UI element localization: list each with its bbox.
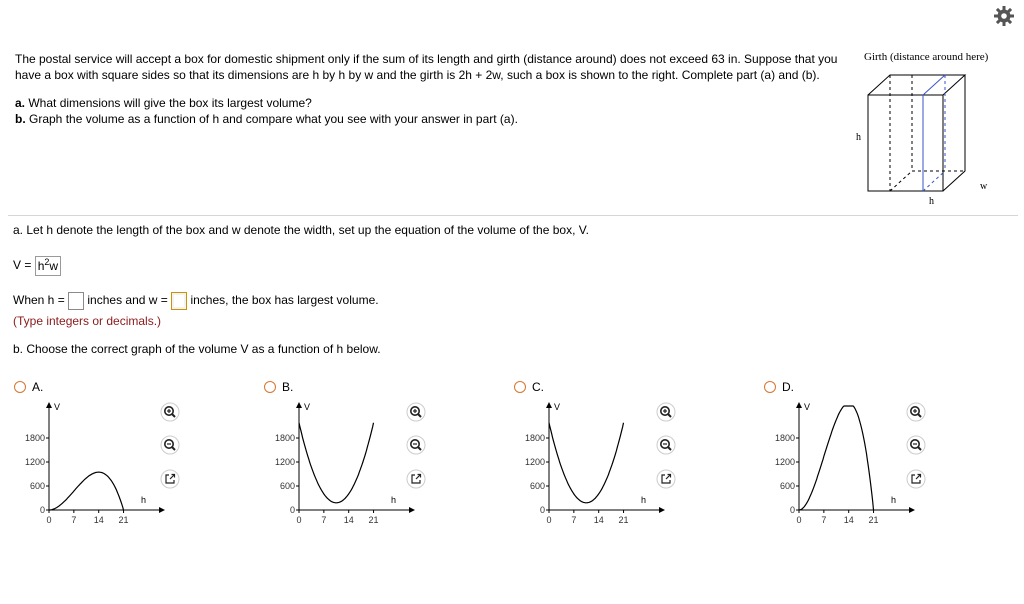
question-b-prompt: b. Choose the correct graph of the volume V as a function of h below. — [13, 342, 381, 356]
option-d-popout-icon[interactable] — [906, 469, 926, 489]
y-tick-label: 1800 — [24, 433, 45, 443]
option-d-label: D. — [782, 380, 794, 394]
option-b-popout-icon[interactable] — [406, 469, 426, 489]
figure-caption: Girth (distance around here) — [864, 51, 989, 63]
when-h-label: When h = — [13, 293, 65, 308]
answer-tail: w — [49, 259, 59, 273]
volume-curve — [299, 423, 374, 503]
part-b-line — [15, 111, 850, 127]
y-tick-label: 1200 — [24, 457, 45, 467]
x-tick-label: 0 — [796, 515, 802, 525]
option-b — [264, 380, 494, 530]
answer-exponent: 2 — [44, 257, 50, 267]
volume-curve — [549, 423, 624, 503]
option-d-zoom-in-icon[interactable] — [906, 402, 926, 422]
y-axis-label: V — [804, 402, 811, 412]
answer-hint: (Type integers or decimals.) — [13, 314, 162, 328]
option-a-zoom-in-icon[interactable] — [160, 402, 180, 422]
y-tick-label: 1200 — [524, 457, 545, 467]
x-axis-label: h — [391, 495, 397, 505]
x-tick-label: 21 — [868, 515, 879, 525]
y-tick-label: 0 — [539, 505, 545, 515]
answer-base: h — [37, 259, 45, 273]
x-axis-label: h — [641, 495, 647, 505]
y-tick-label: 0 — [39, 505, 45, 515]
option-b-label: B. — [282, 380, 294, 394]
y-tick-label: 1800 — [524, 433, 545, 443]
part-b-text: Graph the volume as a function of h and compare what you see with your answer in part (a). — [25, 112, 518, 126]
x-tick-label: 14 — [343, 515, 354, 525]
x-tick-label: 7 — [821, 515, 827, 525]
option-b-zoom-out-icon[interactable] — [406, 435, 426, 455]
x-tick-label: 14 — [593, 515, 604, 525]
h-input[interactable] — [68, 292, 84, 310]
part-b-label: b. — [15, 112, 26, 126]
problem-text: The postal service will accept a box for domestic shipment only if the sum of its length and girth (distance around) does not exceed 63 in. Suppose that you have a box with square sides so that its dimensions are h by h by w and the girth is 2h + 2w, such a box is shown to the right. Complete part (a) and (b). — [15, 52, 838, 82]
w-input[interactable] — [171, 292, 187, 310]
y-tick-label: 0 — [289, 505, 295, 515]
y-tick-label: 1800 — [774, 433, 795, 443]
option-b-radio[interactable] — [264, 381, 276, 393]
x-tick-label: 7 — [571, 515, 577, 525]
option-c-zoom-out-icon[interactable] — [656, 435, 676, 455]
v-label: V = — [13, 258, 32, 273]
question-a-prompt: a. Let h denote the length of the box and w denote the width, set up the equation of the volume of the box, V. — [13, 223, 589, 237]
y-tick-label: 600 — [29, 481, 45, 491]
figure-label-h-side: h — [856, 132, 861, 143]
y-tick-label: 600 — [779, 481, 795, 491]
option-c — [514, 380, 744, 530]
option-a — [14, 380, 244, 530]
option-b-graph — [269, 400, 419, 530]
option-d-radio[interactable] — [764, 381, 776, 393]
option-c-popout-icon[interactable] — [656, 469, 676, 489]
x-axis-label: h — [891, 495, 897, 505]
y-axis-label: V — [304, 402, 311, 412]
largest-volume-label: inches, the box has largest volume. — [190, 293, 379, 308]
x-tick-label: 21 — [618, 515, 629, 525]
volume-equation-row — [13, 256, 61, 276]
x-tick-label: 21 — [368, 515, 379, 525]
option-b-zoom-in-icon[interactable] — [406, 402, 426, 422]
y-tick-label: 600 — [529, 481, 545, 491]
option-c-radio[interactable] — [514, 381, 526, 393]
option-d-graph — [769, 400, 919, 530]
problem-statement — [15, 51, 850, 127]
box-figure — [856, 48, 1010, 208]
y-tick-label: 0 — [789, 505, 795, 515]
x-axis-label: h — [141, 495, 147, 505]
option-a-zoom-out-icon[interactable] — [160, 435, 180, 455]
y-tick-label: 1200 — [274, 457, 295, 467]
option-a-popout-icon[interactable] — [160, 469, 180, 489]
inches-and-w-label: inches and w = — [87, 293, 168, 308]
y-tick-label: 1200 — [774, 457, 795, 467]
part-a-text: What dimensions will give the box its largest volume? — [25, 96, 312, 110]
y-tick-label: 1800 — [274, 433, 295, 443]
volume-answer-box[interactable] — [35, 256, 61, 276]
volume-curve — [49, 472, 124, 510]
part-a-label: a. — [15, 96, 26, 110]
settings-gear-icon[interactable] — [993, 5, 1015, 27]
volume-curve — [799, 406, 874, 510]
y-tick-label: 600 — [279, 481, 295, 491]
option-a-label: A. — [32, 380, 44, 394]
option-a-graph — [19, 400, 169, 530]
option-d-zoom-out-icon[interactable] — [906, 435, 926, 455]
x-tick-label: 0 — [546, 515, 552, 525]
option-c-zoom-in-icon[interactable] — [656, 402, 676, 422]
option-c-graph — [519, 400, 669, 530]
option-c-label: C. — [532, 380, 544, 394]
part-a-line — [15, 95, 850, 111]
y-axis-label: V — [554, 402, 561, 412]
section-divider — [8, 215, 1018, 216]
figure-label-w: w — [980, 181, 988, 192]
box-diagram — [856, 48, 1010, 208]
option-d — [764, 380, 994, 530]
problem-parts — [15, 95, 850, 127]
x-tick-label: 21 — [118, 515, 129, 525]
y-axis-label: V — [54, 402, 61, 412]
figure-label-h-bottom: h — [929, 196, 934, 207]
x-tick-label: 0 — [296, 515, 302, 525]
x-tick-label: 14 — [93, 515, 104, 525]
dimensions-row — [13, 292, 379, 310]
x-tick-label: 7 — [71, 515, 77, 525]
x-tick-label: 7 — [321, 515, 327, 525]
option-a-radio[interactable] — [14, 381, 26, 393]
x-tick-label: 14 — [843, 515, 854, 525]
x-tick-label: 0 — [46, 515, 52, 525]
